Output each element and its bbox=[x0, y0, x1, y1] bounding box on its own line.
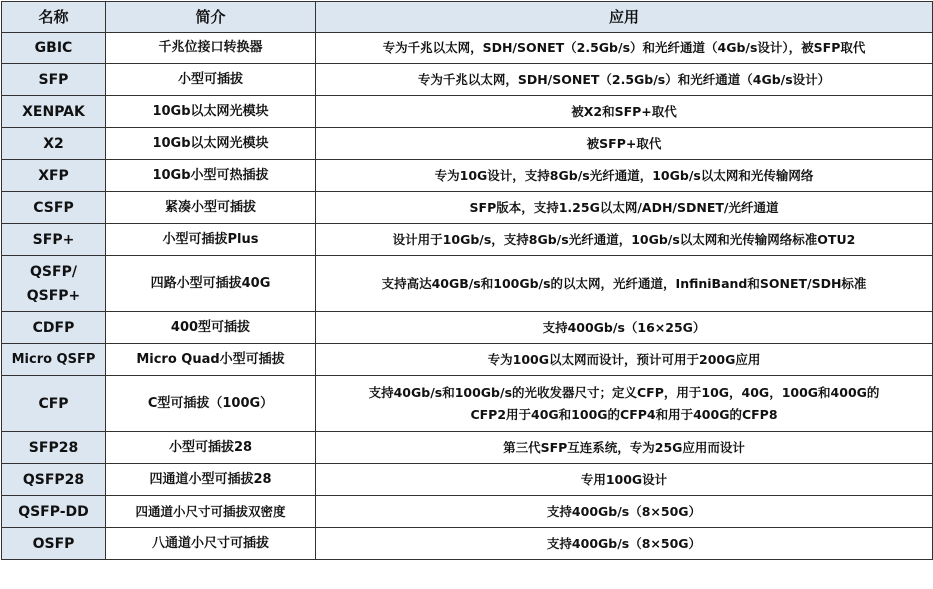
row-name: CDFP bbox=[2, 312, 106, 344]
table-row bbox=[2, 33, 933, 64]
header-app: 应用 bbox=[316, 2, 933, 33]
row-app: 设计用于10Gb/s，支持8Gb/s光纤通道，10Gb/s以太网和光传输网络标准OTU2 bbox=[316, 224, 933, 256]
row-name: SFP bbox=[2, 64, 106, 96]
row-name: CFP bbox=[2, 376, 106, 432]
table-row bbox=[2, 160, 933, 192]
row-intro: 小型可插拔28 bbox=[106, 432, 316, 464]
table-row bbox=[2, 344, 933, 376]
row-intro: 八通道小尺寸可插拔 bbox=[106, 528, 316, 560]
table-row bbox=[2, 312, 933, 344]
row-name: OSFP bbox=[2, 528, 106, 560]
row-name: SFP+ bbox=[2, 224, 106, 256]
table-row bbox=[2, 432, 933, 464]
module-comparison-table bbox=[1, 1, 933, 560]
table-row bbox=[2, 376, 933, 432]
row-intro: 10Gb小型可热插拔 bbox=[106, 160, 316, 192]
row-name: XENPAK bbox=[2, 96, 106, 128]
table-row bbox=[2, 128, 933, 160]
table-row bbox=[2, 464, 933, 496]
header-intro: 简介 bbox=[106, 2, 316, 33]
table-row bbox=[2, 256, 933, 312]
row-app: 专为千兆以太网，SDH/SONET（2.5Gb/s）和光纤通道（4Gb/s设计），被SFP取代 bbox=[316, 33, 933, 64]
row-intro: 小型可插拔 bbox=[106, 64, 316, 96]
table-row bbox=[2, 496, 933, 528]
row-intro: C型可插拔（100G） bbox=[106, 376, 316, 432]
row-name: QSFP-DD bbox=[2, 496, 106, 528]
table-row bbox=[2, 224, 933, 256]
row-intro: 10Gb以太网光模块 bbox=[106, 128, 316, 160]
row-intro: 紧凑小型可插拔 bbox=[106, 192, 316, 224]
row-app: SFP版本，支持1.25G以太网/ADH/SDNET/光纤通道 bbox=[316, 192, 933, 224]
table-row bbox=[2, 192, 933, 224]
row-intro: 四通道小型可插拔28 bbox=[106, 464, 316, 496]
row-intro: 10Gb以太网光模块 bbox=[106, 96, 316, 128]
row-name: GBIC bbox=[2, 33, 106, 64]
row-app: 支持400Gb/s（8×50G） bbox=[316, 528, 933, 560]
row-intro: Micro Quad小型可插拔 bbox=[106, 344, 316, 376]
header-name: 名称 bbox=[2, 2, 106, 33]
row-name: X2 bbox=[2, 128, 106, 160]
table-row bbox=[2, 528, 933, 560]
row-name: SFP28 bbox=[2, 432, 106, 464]
row-app: 专为千兆以太网，SDH/SONET（2.5Gb/s）和光纤通道（4Gb/s设计） bbox=[316, 64, 933, 96]
row-app: 支持400Gb/s（8×50G） bbox=[316, 496, 933, 528]
row-app: 专为10G设计，支持8Gb/s光纤通道，10Gb/s以太网和光传输网络 bbox=[316, 160, 933, 192]
row-intro: 小型可插拔Plus bbox=[106, 224, 316, 256]
row-app: 支持40Gb/s和100Gb/s的光收发器尺寸；定义CFP，用于10G，40G，100G和400G的 CFP2用于40G和100G的CFP4和用于400G的CFP8 bbox=[316, 376, 933, 432]
row-app: 专为100G以太网而设计，预计可用于200G应用 bbox=[316, 344, 933, 376]
row-name: CSFP bbox=[2, 192, 106, 224]
row-app: 专用100G设计 bbox=[316, 464, 933, 496]
row-app: 被X2和SFP+取代 bbox=[316, 96, 933, 128]
row-name: QSFP/ QSFP+ bbox=[2, 256, 106, 312]
row-app: 支持高达40GB/s和100Gb/s的以太网，光纤通道，InfiniBand和SONET/SDH标准 bbox=[316, 256, 933, 312]
row-app: 支持400Gb/s（16×25G） bbox=[316, 312, 933, 344]
row-name: QSFP28 bbox=[2, 464, 106, 496]
row-intro: 400型可插拔 bbox=[106, 312, 316, 344]
table-row bbox=[2, 96, 933, 128]
table-row bbox=[2, 64, 933, 96]
row-app: 第三代SFP互连系统，专为25G应用而设计 bbox=[316, 432, 933, 464]
row-name: XFP bbox=[2, 160, 106, 192]
row-app: 被SFP+取代 bbox=[316, 128, 933, 160]
row-intro: 四通道小尺寸可插拔双密度 bbox=[106, 496, 316, 528]
row-intro: 四路小型可插拔40G bbox=[106, 256, 316, 312]
row-intro: 千兆位接口转换器 bbox=[106, 33, 316, 64]
row-name: Micro QSFP bbox=[2, 344, 106, 376]
header-row bbox=[2, 2, 933, 33]
